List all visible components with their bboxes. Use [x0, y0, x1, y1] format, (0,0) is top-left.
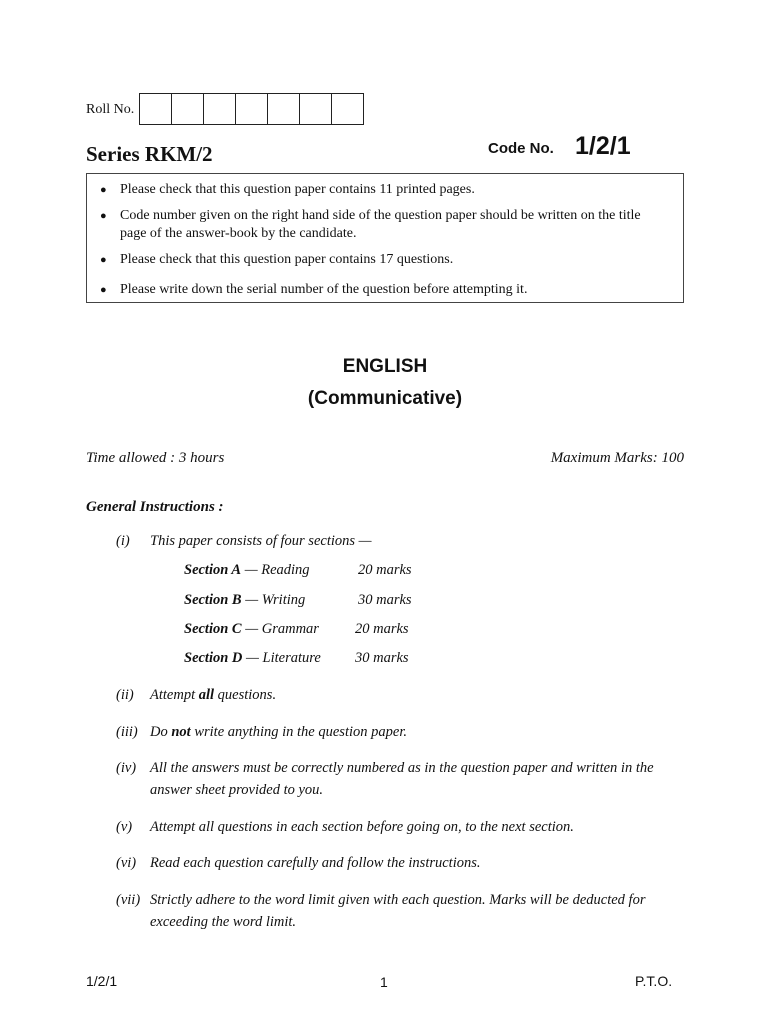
bullet-icon: ●	[100, 184, 107, 196]
instruction-text: All the answers must be correctly numbered as in the question paper and written in the answer sheet provided to you.	[150, 760, 654, 798]
section-row	[184, 621, 319, 638]
notice-text: Code number given on the right hand side of the question paper should be written on the title page of the answer-book by the candidate.	[120, 208, 641, 241]
section-name: Section D	[184, 650, 243, 666]
roll-number-box	[299, 93, 332, 125]
instruction-text: Strictly adhere to the word limit given with each question. Marks will be deducted for exceeding the word limit.	[150, 892, 646, 930]
section-name: Section A	[184, 562, 242, 578]
roll-number-label: Roll No.	[86, 102, 135, 117]
roll-number-box	[171, 93, 204, 125]
instruction-text-part: Do	[150, 724, 172, 740]
instruction-number: (vii)	[116, 892, 141, 908]
instruction-number: (ii)	[116, 687, 134, 703]
section-name: Section C	[184, 621, 242, 637]
section-row	[184, 650, 321, 667]
maximum-marks: Maximum Marks: 100	[550, 450, 684, 466]
notice-text: Please check that this question paper contains 17 questions.	[120, 252, 454, 267]
roll-number-box	[139, 93, 172, 125]
time-allowed: Time allowed : 3 hours	[86, 450, 225, 466]
section-marks: 20 marks	[355, 621, 409, 637]
general-instructions-heading: General Instructions :	[86, 499, 224, 515]
notice-text: Please check that this question paper contains 11 printed pages.	[120, 182, 475, 197]
section-row	[184, 592, 305, 609]
notice-box	[86, 173, 684, 303]
page-number: 1	[380, 974, 388, 990]
roll-number-box	[331, 93, 364, 125]
instruction-emphasis: all	[198, 687, 215, 703]
bullet-icon: ●	[100, 210, 107, 222]
section-marks: 30 marks	[358, 592, 412, 608]
code-label: Code No.	[488, 140, 554, 157]
subject-subtitle: (Communicative)	[307, 388, 463, 409]
bullet-icon: ●	[100, 284, 107, 296]
section-desc: — Reading	[244, 562, 310, 578]
instruction-number: (vi)	[116, 855, 137, 871]
instruction-emphasis: not	[171, 724, 191, 740]
section-name: Section B	[184, 592, 242, 608]
instruction-text-part: Attempt	[150, 687, 199, 703]
section-marks: 20 marks	[358, 562, 412, 578]
series-title: Series RKM/2	[86, 142, 213, 166]
code-value: 1/2/1	[575, 132, 631, 160]
roll-number-boxes	[139, 93, 364, 125]
section-desc: — Literature	[246, 650, 321, 666]
footer-code: 1/2/1	[86, 973, 118, 989]
instruction-number: (v)	[116, 819, 133, 835]
section-desc: — Writing	[245, 592, 306, 608]
subject-title: ENGLISH	[342, 356, 428, 377]
please-turn-over: P.T.O.	[635, 973, 673, 989]
instruction-number: (iii)	[116, 724, 138, 740]
roll-number-box	[267, 93, 300, 125]
bullet-icon: ●	[100, 254, 107, 266]
section-desc: — Grammar	[245, 621, 319, 637]
notice-text: Please write down the serial number of the question before attempting it.	[120, 282, 528, 297]
instruction-text: Attempt all questions in each section before going on, to the next section.	[150, 819, 574, 835]
roll-number-box	[203, 93, 236, 125]
section-marks: 30 marks	[355, 650, 409, 666]
roll-number-box	[235, 93, 268, 125]
instruction-text-part: questions.	[214, 687, 277, 703]
instruction-number: (i)	[116, 533, 130, 549]
instruction-number: (iv)	[116, 760, 137, 776]
instruction-text-part: write anything in the question paper.	[190, 724, 407, 740]
section-row	[184, 562, 310, 579]
instruction-text: Read each question carefully and follow the instructions.	[150, 855, 481, 871]
instruction-text: This paper consists of four sections —	[150, 533, 372, 549]
instruction-text	[150, 721, 680, 743]
instruction-text	[150, 684, 680, 706]
